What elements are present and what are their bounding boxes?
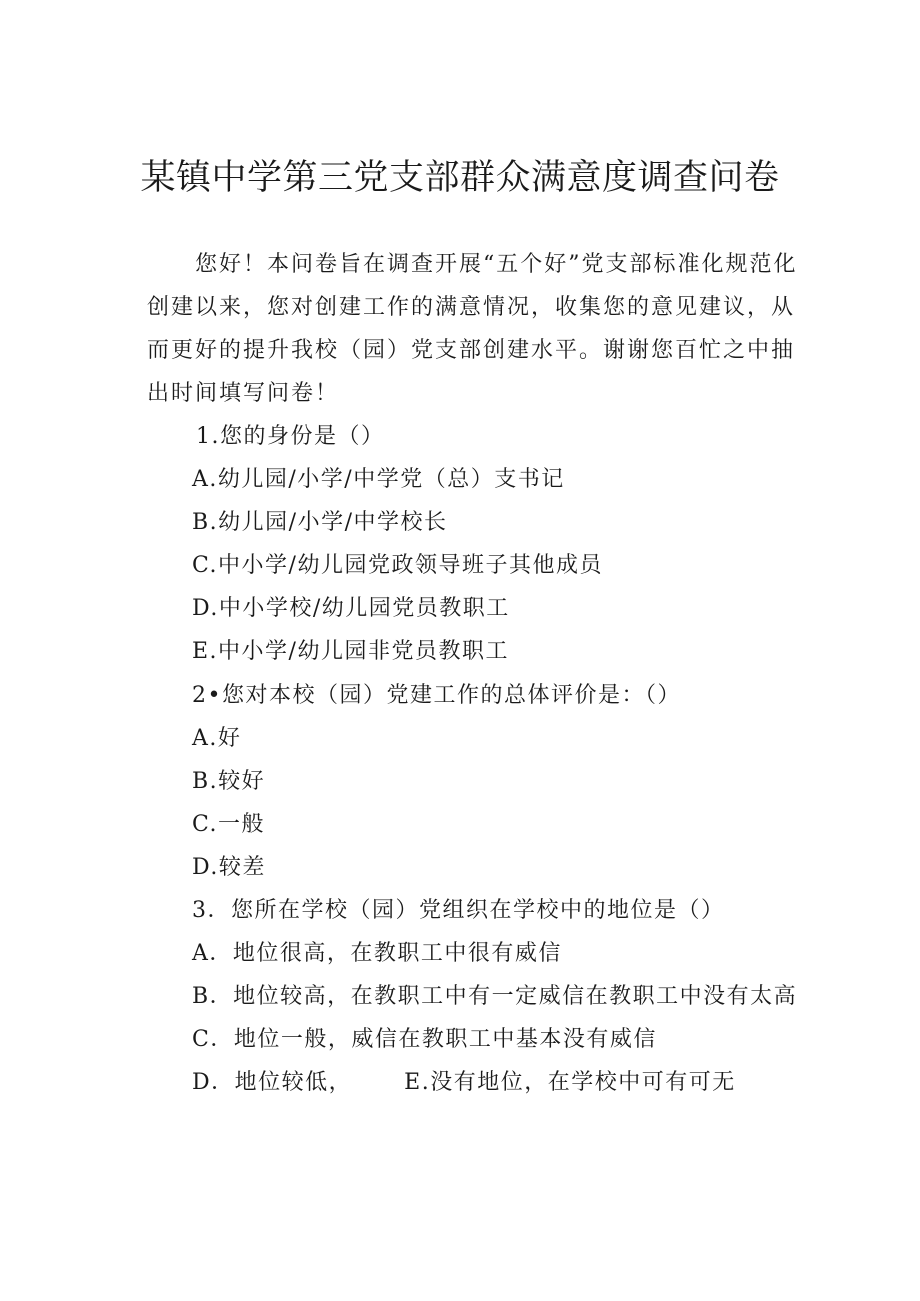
question-1-option-d: D.中小学校/幼儿园党员教职工	[192, 596, 510, 621]
question-3-options-d-e	[192, 1068, 736, 1098]
question-2-option-d: D.较差	[192, 855, 266, 880]
question-3-option-d: D．地位较低，	[192, 1070, 353, 1095]
question-2-option-b: B.较好	[192, 769, 266, 794]
question-1-option-e: E.中小学/幼儿园非党员教职工	[192, 639, 509, 664]
question-3-option-e: E.没有地位，在学校中可有可无	[404, 1070, 736, 1095]
question-3-option-a: A．地位很高，在教职工中很有威信	[192, 941, 562, 966]
question-1-option-c: C.中小学/幼儿园党政领导班子其他成员	[192, 553, 603, 578]
question-3-option-b: B．地位较高，在教职工中有一定威信在教职工中没有太高	[192, 984, 798, 1009]
question-1: 1.您的身份是（）	[196, 424, 385, 449]
question-3: 3．您所在学校（园）党组织在学校中的地位是（）	[192, 898, 725, 923]
question-1-option-a: A.幼儿园/小学/中学党（总）支书记	[192, 467, 565, 492]
question-2-option-c: C.一般	[192, 812, 266, 837]
question-2: 2•您对本校（园）党建工作的总体评价是：（）	[192, 683, 681, 708]
question-3-option-c: C．地位一般，威信在教职工中基本没有威信	[192, 1027, 657, 1052]
question-1-option-b: B.幼儿园/小学/中学校长	[192, 510, 448, 535]
question-2-option-a: A.好	[192, 726, 242, 751]
document-title: 某镇中学第三党支部群众满意度调查问卷	[140, 158, 780, 198]
intro-paragraph: 您好！本问卷旨在调查开展“五个好”党支部标准化规范化创建以来，您对创建工作的满意情况，收集您的意见建议，从而更好的提升我校（园）党支部创建水平。谢谢您百忙之中抽出时间填写问卷！	[147, 252, 798, 406]
